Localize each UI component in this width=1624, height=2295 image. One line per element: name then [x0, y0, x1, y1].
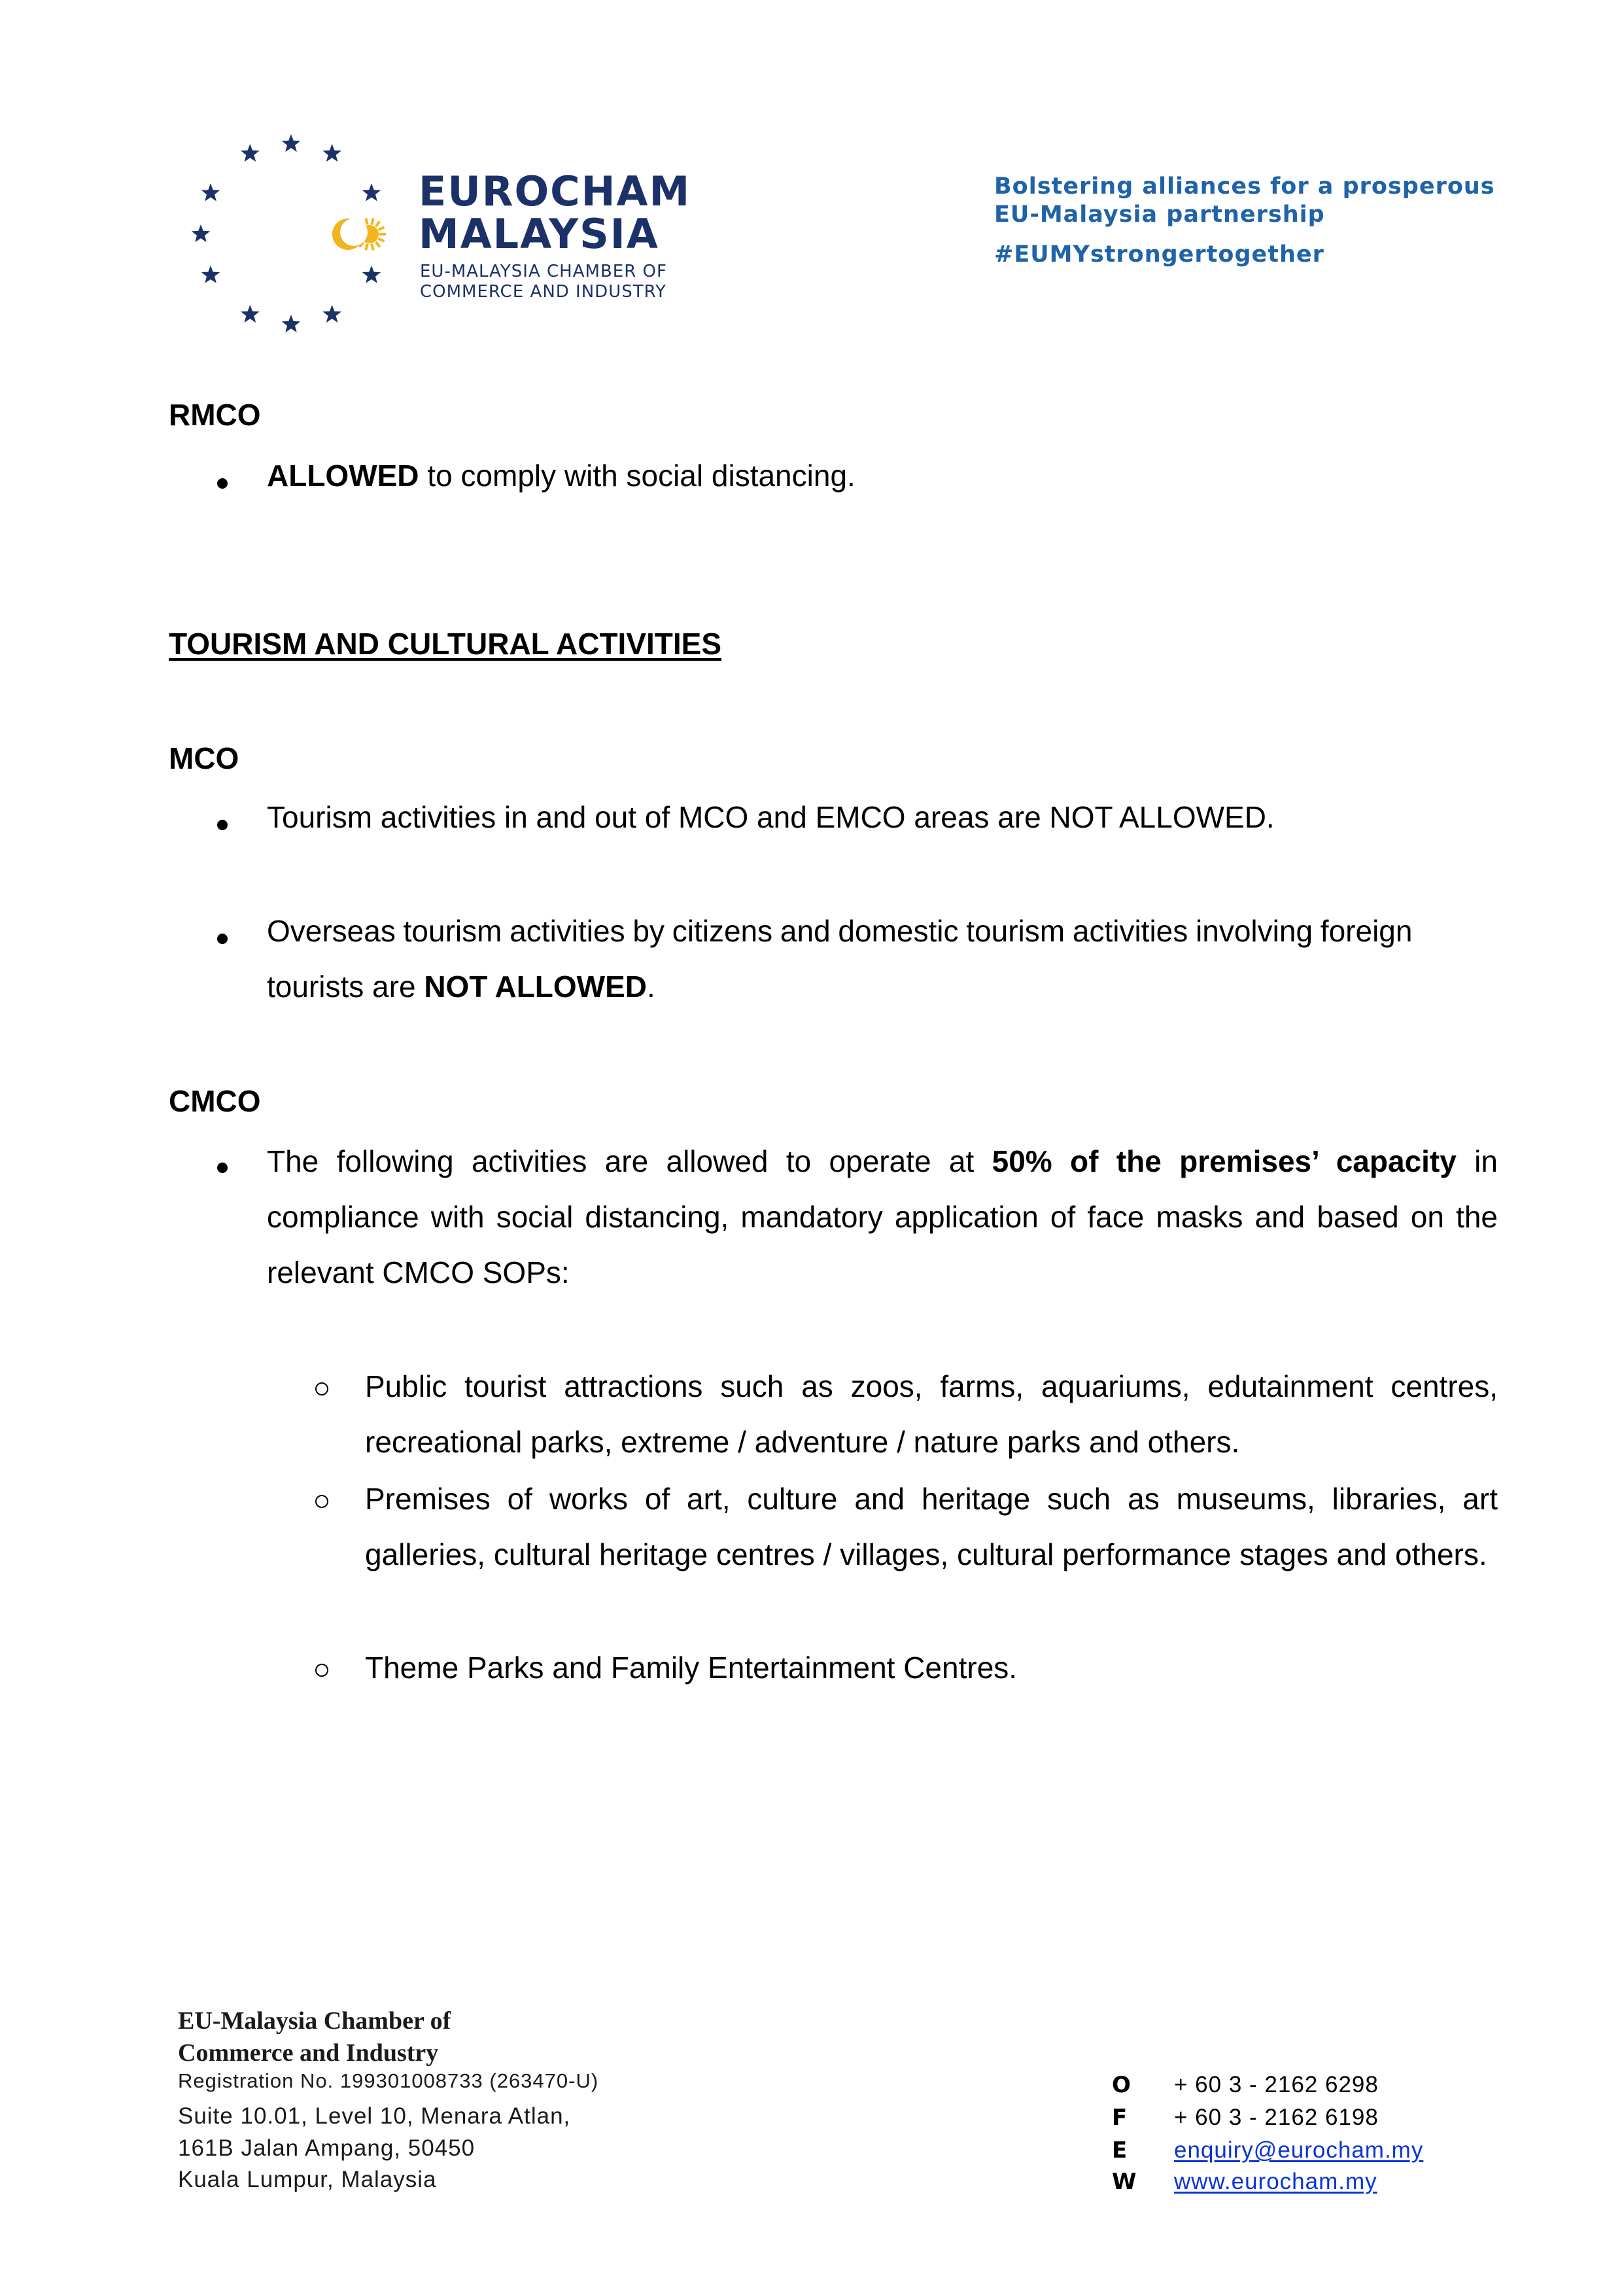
cmco-sub-item-3: Theme Parks and Family Entertainment Centres. — [365, 1651, 1018, 1685]
footer-address-2: 161B Jalan Ampang, 50450 — [178, 2135, 475, 2161]
footer-email-link[interactable]: enquiry@eurocham.my — [1174, 2137, 1424, 2163]
star-icon — [322, 305, 341, 323]
footer-office-key: O — [1112, 2072, 1131, 2098]
crescent-sun-icon — [332, 219, 386, 251]
rmco-bullet: ALLOWED to comply with social distancing. — [267, 459, 855, 493]
bullet-icon — [217, 820, 228, 830]
star-icon — [362, 183, 381, 201]
eurocham-logo — [183, 134, 399, 337]
footer-website-link[interactable]: www.eurocham.my — [1174, 2169, 1377, 2194]
bullet-icon — [217, 934, 228, 944]
footer-fax-key: F — [1112, 2105, 1128, 2131]
footer-office-phone: + 60 3 - 2162 6298 — [1174, 2072, 1379, 2097]
sub-bullet-icon — [315, 1495, 328, 1508]
mco-bullet-2-line1: Overseas tourism activities by citizens and domestic tourism activities involving foreign — [267, 914, 1413, 948]
star-icon — [201, 183, 220, 201]
footer-web-key: W — [1112, 2169, 1137, 2195]
star-icon — [192, 224, 211, 242]
star-icon — [282, 134, 301, 152]
bullet-icon — [217, 1163, 228, 1173]
star-icon — [322, 144, 341, 162]
mco-bullet-1: Tourism activities in and out of MCO and EMCO areas are NOT ALLOWED. — [267, 800, 1275, 834]
footer-email-key: E — [1112, 2137, 1128, 2164]
star-icon — [241, 144, 260, 162]
footer-registration: Registration No. 199301008733 (263470-U) — [178, 2069, 599, 2092]
mco-bullet-2-line2: tourists are NOT ALLOWED. — [267, 970, 655, 1004]
heading-rmco: RMCO — [169, 398, 261, 432]
section-title: TOURISM AND CULTURAL ACTIVITIES — [169, 627, 722, 661]
star-icon — [362, 266, 381, 283]
cmco-sub-item-2: Premises of works of art, culture and heritage such as museums, libraries, art galleries, cultural heritage centres / villages, cultural performance stages and others. — [365, 1482, 1498, 1571]
cmco-intro: The following activities are allowed to operate at 50% of the premises’ capacity in compliance with social distancing, mandatory application of face masks and based on the relevant CMCO SOPs: — [267, 1144, 1498, 1289]
footer-org-line1: EU-Malaysia Chamber of — [178, 2007, 451, 2035]
sub-bullet-icon — [315, 1382, 328, 1395]
tagline-line1: Bolstering alliances for a prosperous — [994, 173, 1495, 200]
tagline-line2: EU-Malaysia partnership — [994, 201, 1325, 228]
footer-fax: + 60 3 - 2162 6198 — [1174, 2105, 1379, 2130]
footer-address-3: Kuala Lumpur, Malaysia — [178, 2167, 437, 2192]
brand-subtitle-line1: EU-MALAYSIA CHAMBER OF — [420, 262, 667, 281]
heading-cmco: CMCO — [169, 1084, 261, 1118]
heading-mco: MCO — [169, 741, 239, 775]
brand-name-eurocham: EUROCHAM — [419, 167, 691, 215]
hashtag: #EUMYstrongertogether — [994, 241, 1324, 268]
footer-org-line2: Commerce and Industry — [178, 2039, 439, 2067]
bullet-icon — [217, 478, 228, 489]
footer-address-1: Suite 10.01, Level 10, Menara Atlan, — [178, 2103, 571, 2129]
star-icon — [282, 315, 301, 332]
sub-bullet-icon — [315, 1664, 328, 1677]
star-icon — [241, 305, 260, 323]
star-icon — [201, 266, 220, 283]
cmco-sub-item-1: Public tourist attractions such as zoos, farms, aquariums, edutainment centres, recreational parks, extreme / adventure / nature parks and others. — [365, 1369, 1498, 1459]
brand-name-malaysia: MALAYSIA — [419, 210, 659, 258]
brand-subtitle-line2: COMMERCE AND INDUSTRY — [420, 282, 666, 302]
